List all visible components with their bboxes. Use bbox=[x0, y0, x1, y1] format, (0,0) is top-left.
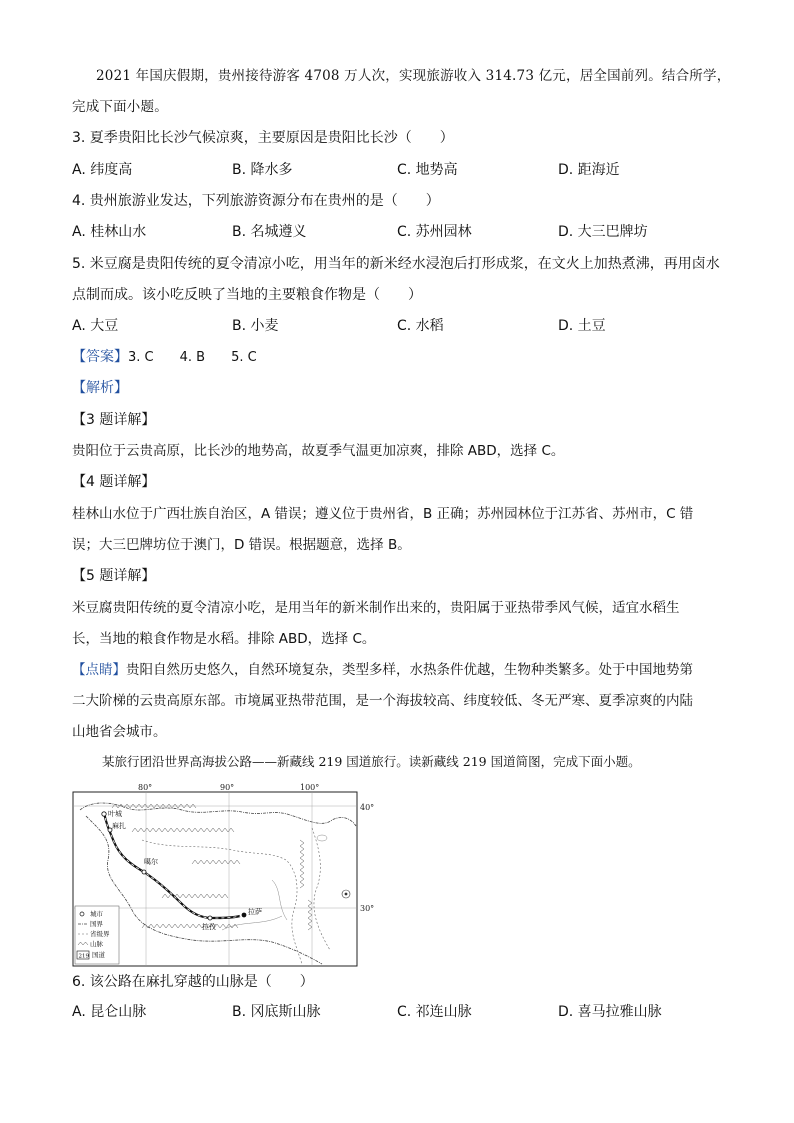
q6-option-a[interactable]: A. 昆仑山脉 bbox=[72, 1004, 147, 1020]
q4-option-d[interactable]: D. 大三巴牌坊 bbox=[558, 224, 648, 240]
q5-option-b[interactable]: B. 小麦 bbox=[232, 318, 279, 334]
question-6-stem: 6. 该公路在麻扎穿越的山脉是（ ） bbox=[72, 974, 314, 990]
question-4-stem: 4. 贵州旅游业发达，下列旅游资源分布在贵州的是（ ） bbox=[72, 193, 440, 209]
q3-option-b[interactable]: B. 降水多 bbox=[232, 162, 293, 178]
city-marker-gar bbox=[142, 870, 146, 874]
legend-border: 国界 bbox=[90, 920, 103, 928]
answer-label: 【答案】 bbox=[72, 349, 128, 365]
legend-highway-number: 219 bbox=[78, 953, 89, 960]
tip-line-2: 二大阶梯的云贵高原东部。市境属亚热带范围，是一个海拔较高、纬度较低、冬无严寒、夏季凉爽的内陆 bbox=[72, 693, 693, 709]
q4-option-a[interactable]: A. 桂林山水 bbox=[72, 224, 147, 240]
city-marker-lhasa bbox=[242, 913, 247, 918]
q5-option-c[interactable]: C. 水稻 bbox=[397, 318, 444, 334]
tip-text-1: 贵阳自然历史悠久，自然环境复杂，类型多样，水热条件优越，生物种类繁多。处于中国地势第 bbox=[126, 662, 693, 678]
q3-option-a[interactable]: A. 纬度高 bbox=[72, 162, 133, 178]
q6-option-d[interactable]: D. 喜马拉雅山脉 bbox=[558, 1004, 662, 1020]
q6-option-b[interactable]: B. 冈底斯山脉 bbox=[232, 1004, 321, 1020]
detail-3-text: 贵阳位于云贵高原，比长沙的地势高，故夏季气温更加凉爽，排除 ABD，选择 C。 bbox=[72, 443, 565, 459]
intro-line-1: 2021 年国庆假期，贵州接待游客 4708 万人次，实现旅游收入 314.73 亿元，居全国前列。结合所学， bbox=[96, 68, 731, 84]
question-3-stem: 3. 夏季贵阳比长沙气候凉爽，主要原因是贵阳比长沙（ ） bbox=[72, 130, 454, 146]
detail-5-line-1: 米豆腐贵阳传统的夏令清凉小吃，是用当年的新米制作出来的，贵阳属于亚热带季风气候，适宜水稻生 bbox=[72, 600, 680, 616]
question-5-stem-line-1: 5. 米豆腐是贵阳传统的夏令清凉小吃，用当年的新米经水浸泡后打形成浆，在文火上加热煮沸，再用卤水 bbox=[72, 256, 720, 272]
city-label-lhasa: 拉萨 bbox=[248, 908, 262, 916]
detail-5-line-2: 长，当地的粮食作物是水稻。排除 ABD，选择 C。 bbox=[72, 631, 376, 647]
lon-label-80: 80° bbox=[138, 783, 153, 792]
detail-4-line-2: 误；大三巴牌坊位于澳门，D 错误。根据题意，选择 B。 bbox=[72, 537, 411, 553]
intro-2: 某旅行团沿世界高海拔公路——新藏线 219 国道旅行。读新藏线 219 国道简图，完成下面小题。 bbox=[102, 754, 641, 769]
detail-3-label: 【3 题详解】 bbox=[72, 412, 156, 428]
intro-line-2: 完成下面小题。 bbox=[72, 99, 168, 115]
q6-option-c[interactable]: C. 祁连山脉 bbox=[397, 1004, 472, 1020]
q4-option-c[interactable]: C. 苏州园林 bbox=[397, 224, 472, 240]
legend-city-icon bbox=[80, 912, 84, 916]
lat-label-40: 40° bbox=[360, 803, 375, 812]
city-marker-lhatse bbox=[208, 916, 212, 920]
q3-option-d[interactable]: D. 距海近 bbox=[558, 162, 620, 178]
city-label-yecheng: 叶城 bbox=[108, 810, 122, 818]
tip-label: 【点睛】 bbox=[72, 662, 126, 678]
lon-label-90: 90° bbox=[220, 783, 235, 792]
lat-label-30: 30° bbox=[360, 904, 375, 913]
legend-city: 城市 bbox=[90, 910, 103, 918]
city-label-gar: 噶尔 bbox=[144, 858, 158, 866]
q4-option-b[interactable]: B. 名城遵义 bbox=[232, 224, 307, 240]
q3-option-c[interactable]: C. 地势高 bbox=[397, 162, 458, 178]
answer-line bbox=[72, 347, 257, 368]
lon-label-100: 100° bbox=[300, 783, 320, 792]
map-legend bbox=[75, 906, 119, 964]
g219-route-map bbox=[72, 780, 375, 968]
city-label-lhatse: 拉孜 bbox=[202, 923, 216, 931]
tip-line-3: 山地省会城市。 bbox=[72, 724, 167, 740]
city-label-mazha: 麻扎 bbox=[112, 822, 126, 830]
analysis-label: 【解析】 bbox=[72, 380, 128, 396]
question-5-stem-line-2: 点制而成。该小吃反映了当地的主要粮食作物是（ ） bbox=[72, 287, 422, 303]
legend-province: 省级界 bbox=[90, 930, 110, 938]
q5-option-a[interactable]: A. 大豆 bbox=[72, 318, 119, 334]
detail-4-label: 【4 题详解】 bbox=[72, 474, 156, 490]
q5-option-d[interactable]: D. 土豆 bbox=[558, 318, 606, 334]
legend-mountain: 山脉 bbox=[90, 940, 103, 948]
answer-text: 3. C 4. B 5. C bbox=[128, 350, 257, 365]
tip-line-1 bbox=[72, 660, 693, 680]
city-marker-yecheng bbox=[102, 812, 106, 816]
detail-5-label: 【5 题详解】 bbox=[72, 568, 156, 584]
detail-4-line-1: 桂林山水位于广西壮族自治区，A 错误；遵义位于贵州省，B 正确；苏州园林位于江苏省、苏州市，C 错 bbox=[72, 506, 694, 522]
legend-highway: 国道 bbox=[92, 951, 105, 959]
